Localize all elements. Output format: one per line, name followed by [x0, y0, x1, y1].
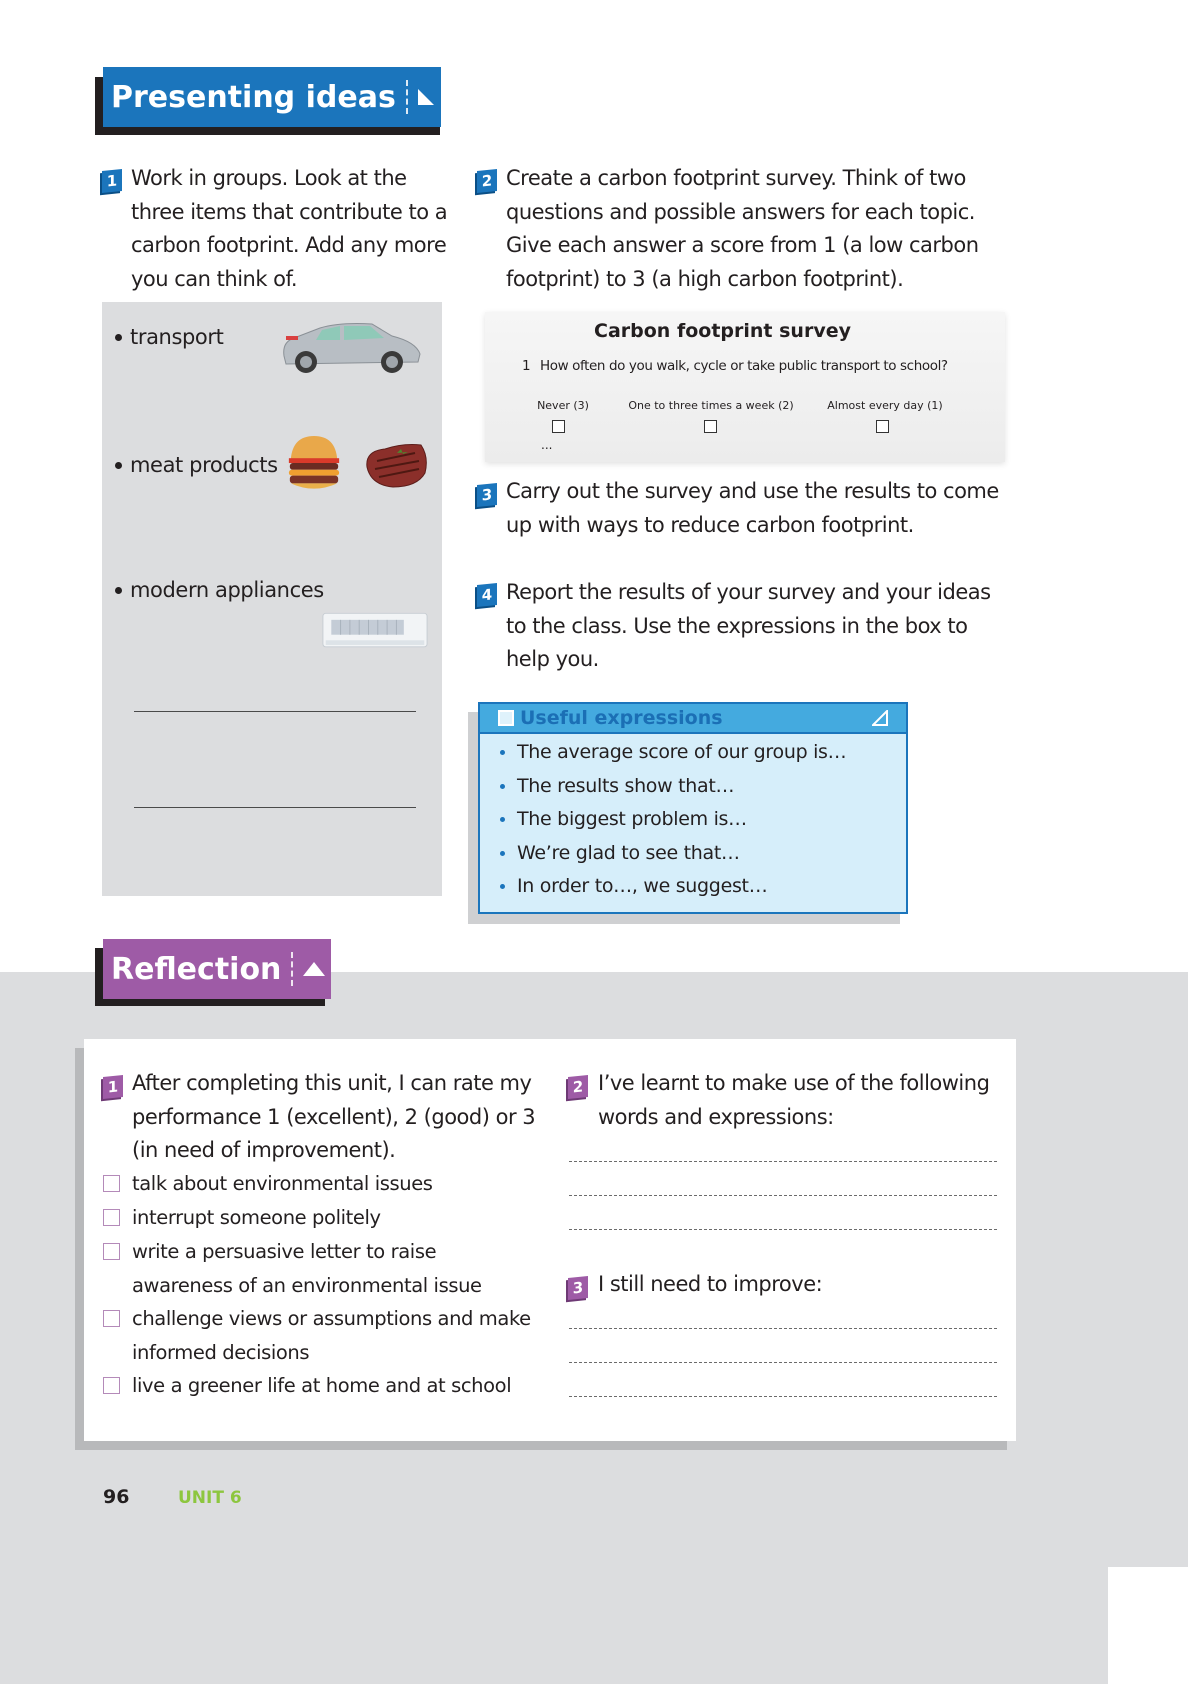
reflection-task-2-text: I’ve learnt to make use of the following words and expressions:	[598, 1071, 990, 1129]
answer-line[interactable]	[569, 1328, 997, 1329]
answer-line[interactable]	[569, 1362, 997, 1363]
survey-checkbox[interactable]	[552, 420, 565, 433]
survey-title: Carbon footprint survey	[594, 320, 851, 342]
reflection-task-3-text: I still need to improve:	[598, 1272, 823, 1296]
task-4-text: Report the results of your survey and your ideas to the class. Use the expressions in the box to help you.	[506, 580, 991, 671]
task-number-badge: 1	[102, 169, 122, 193]
square-icon	[498, 710, 514, 726]
unit-label: UNIT 6	[178, 1488, 242, 1508]
useful-expressions-title: Useful expressions	[520, 707, 723, 729]
bullet-icon	[500, 884, 505, 889]
item-label: meat products	[130, 453, 278, 477]
bullet-icon	[500, 851, 505, 856]
survey-option: Never (3)	[537, 399, 589, 412]
task-number-badge: 1	[103, 1075, 123, 1099]
task-2-text: Create a carbon footprint survey. Think of two questions and possible answers for each topic. Give each answer a score from 1 (a low carbon footprint) to 3 (a high carbon footprint).	[506, 166, 979, 291]
task-1-text: Work in groups. Look at the three items that contribute to a carbon footprint. Add any more you can think of.	[131, 166, 448, 291]
survey-option: Almost every day (1)	[827, 399, 943, 412]
task-3-text: Carry out the survey and use the results to come up with ways to reduce carbon footprint.	[506, 479, 999, 537]
bullet-icon	[115, 462, 122, 469]
list-item	[115, 325, 223, 349]
task-number-badge: 2	[477, 169, 497, 193]
self-rating-checkbox[interactable]	[103, 1310, 120, 1327]
list-item	[115, 578, 324, 602]
checklist-item: live a greener life at home and at school	[132, 1374, 512, 1397]
survey-checkbox[interactable]	[876, 420, 889, 433]
corner-triangle-icon	[872, 710, 888, 726]
burger-icon	[285, 433, 343, 495]
air-conditioner-icon	[322, 612, 428, 650]
checklist-item: write a persuasive letter to raise awareness of an environmental issue	[132, 1240, 482, 1297]
bullet-icon	[500, 817, 505, 822]
expression-item	[500, 842, 740, 864]
banner-divider	[406, 80, 408, 114]
reflection-task-1-text: After completing this unit, I can rate my performance 1 (excellent), 2 (good) or 3 (in need of improvement).	[132, 1071, 536, 1162]
up-triangle-icon	[301, 960, 327, 978]
corner-triangle-icon	[416, 87, 436, 107]
item-label: transport	[130, 325, 224, 349]
presenting-ideas-banner	[103, 67, 441, 127]
checklist-item: interrupt someone politely	[132, 1206, 381, 1229]
checklist-item: challenge views or assumptions and make informed decisions	[132, 1307, 531, 1364]
task-number-badge: 2	[568, 1075, 588, 1099]
section-title: Reflection	[111, 951, 282, 987]
expression-text: The biggest problem is…	[517, 808, 747, 830]
reflection-banner	[103, 939, 331, 999]
expression-text: The results show that…	[517, 775, 735, 797]
task-number-badge: 3	[568, 1276, 588, 1300]
reflection-section-background	[1108, 972, 1188, 1567]
self-rating-checkbox[interactable]	[103, 1209, 120, 1226]
steak-icon	[363, 441, 429, 491]
page-number: 96	[103, 1486, 130, 1508]
task-number-badge: 4	[477, 583, 497, 607]
survey-question-number: 1	[522, 358, 531, 374]
item-label: modern appliances	[130, 578, 324, 602]
bullet-icon	[115, 587, 122, 594]
checklist-item: talk about environmental issues	[132, 1172, 433, 1195]
answer-line[interactable]	[134, 807, 416, 808]
car-icon	[280, 320, 422, 376]
list-item	[115, 453, 278, 477]
bullet-icon	[500, 750, 505, 755]
expression-item	[500, 808, 747, 830]
answer-line[interactable]	[569, 1195, 997, 1196]
survey-question: How often do you walk, cycle or take public transport to school?	[540, 358, 948, 374]
section-title: Presenting ideas	[111, 79, 396, 115]
expression-item	[500, 875, 767, 897]
self-rating-checkbox[interactable]	[103, 1377, 120, 1394]
task-number-badge: 3	[477, 483, 497, 507]
answer-line[interactable]	[569, 1161, 997, 1162]
expression-text: We’re glad to see that…	[517, 842, 740, 864]
answer-line[interactable]	[569, 1229, 997, 1230]
self-rating-checkbox[interactable]	[103, 1243, 120, 1260]
banner-divider	[291, 952, 293, 986]
useful-expressions-header	[480, 704, 906, 734]
expression-text: The average score of our group is…	[517, 741, 847, 763]
survey-ellipsis: ...	[541, 438, 553, 452]
answer-line[interactable]	[569, 1396, 997, 1397]
expression-item	[500, 741, 846, 763]
expression-item	[500, 775, 734, 797]
bullet-icon	[500, 784, 505, 789]
survey-checkbox[interactable]	[704, 420, 717, 433]
bullet-icon	[115, 334, 122, 341]
expression-text: In order to…, we suggest…	[517, 875, 768, 897]
answer-line[interactable]	[134, 711, 416, 712]
self-rating-checkbox[interactable]	[103, 1175, 120, 1192]
survey-option: One to three times a week (2)	[628, 399, 794, 412]
